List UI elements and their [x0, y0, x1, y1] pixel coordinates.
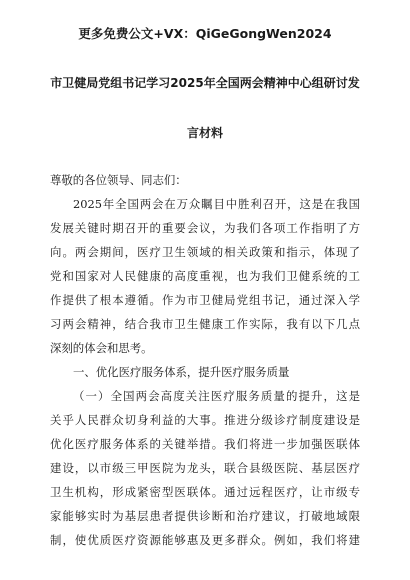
body-line: 优化医疗服务体系的关键举措。我们将进一步加强医联体: [50, 437, 360, 451]
body-line: 建设，以市级三甲医院为龙头，联合县级医院、基层医疗: [50, 461, 360, 475]
body-line: 深刻的体会和思考。: [50, 341, 153, 355]
body-line: 卫生机构，形成紧密型医联体。通过远程医疗，让市级专: [50, 485, 360, 499]
body-line: 发展关键时期召开的重要会议，为我们各项工作指明了方: [50, 221, 360, 235]
body-line: 党和国家对人民健康的高度重视，也为我们卫健系统的工: [50, 269, 360, 283]
body-line: （一）全国两会高度关注医疗服务质量的提升，这是: [73, 389, 360, 403]
section-heading: 一、优化医疗服务体系，提升医疗服务质量: [73, 365, 290, 379]
body-line: 作提供了根本遵循。作为市卫健局党组书记，通过深入学: [50, 293, 360, 307]
body-line: 习两会精神，结合我市卫生健康工作实际，我有以下几点: [50, 317, 360, 331]
document-title-line-2: 言材料: [186, 126, 223, 140]
document-title-line-1: 市卫健局党组书记学习2025年全国两会精神中心组研讨发: [50, 76, 360, 90]
watermark-header: 更多免费公文+VX：QiGeGongWen2024: [78, 26, 332, 41]
greeting: 尊敬的各位领导、同志们：: [50, 173, 187, 187]
body-line: 制，使优质医疗资源能够惠及更多群众。例如，我们将建: [50, 533, 360, 547]
body-line: 2025年全国两会在万众瞩目中胜利召开，这是在我国: [73, 197, 360, 211]
body-line: 关乎人民群众切身利益的大事。推进分级诊疗制度建设是: [50, 413, 360, 427]
body-line: 家能够实时为基层患者提供诊断和治疗建议，打破地域限: [50, 509, 360, 523]
body-line: 向。两会期间，医疗卫生领域的相关政策和指示，体现了: [50, 245, 360, 259]
